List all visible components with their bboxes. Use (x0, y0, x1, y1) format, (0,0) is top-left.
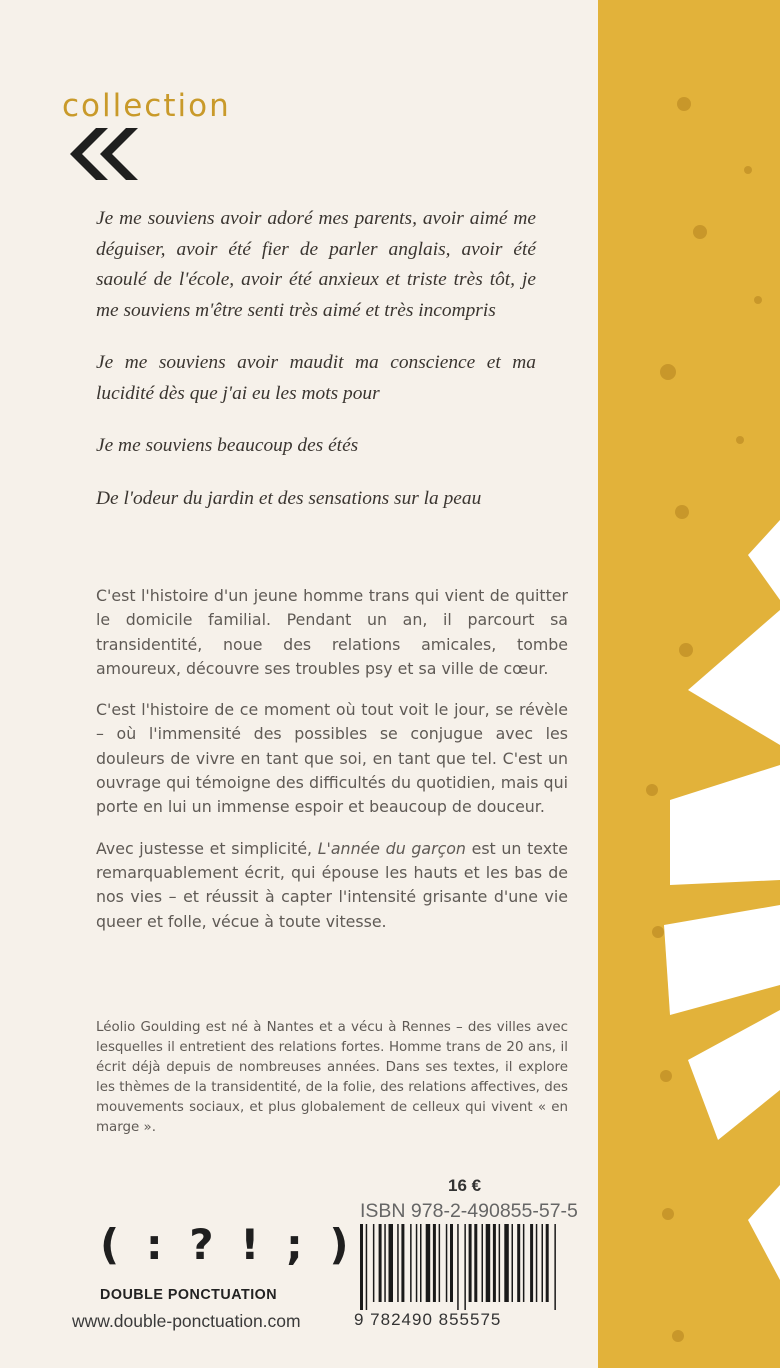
barcode-bar (523, 1224, 525, 1302)
barcode-bar (493, 1224, 496, 1302)
quote-paragraph: Je me souviens avoir maudit ma conscience et ma lucidité dès que j'ai eu les mots pour (96, 352, 536, 404)
synopsis-paragraph (96, 837, 568, 934)
price: 16 € (448, 1176, 482, 1195)
white-ray (664, 905, 780, 1015)
barcode-bar (536, 1224, 538, 1302)
barcode-bar (410, 1224, 412, 1302)
synopsis-text: est un texte remarquablement écrit, qui épouse les hauts et les bas de nos vies – et réussit à capter l'intensité grisante d'une vie queer et folle, vécue à toute vitesse. (96, 838, 568, 931)
white-ray (688, 610, 780, 745)
yellow-textured-band (598, 0, 780, 1368)
barcode-bar (433, 1224, 436, 1302)
barcode-bar (450, 1224, 453, 1302)
barcode-bar (373, 1224, 375, 1302)
author-bio: Léolio Goulding est né à Nantes et a vécu à Rennes – des villes avec lesquelles il entretient des relations fortes. Homme trans de 20 ans, il écrit déjà depuis de nombreuses années. Dans ses textes, il explore les thèmes de la transidentité, de la folie, des relations affectives, des mouvements sociaux, et plus globalement de celleux qui vivent « en marge ». (96, 1020, 568, 1135)
book-title: L'année du garçon (317, 838, 466, 858)
barcode-bar (464, 1224, 466, 1310)
publisher-url: www.double-ponctuation.com (72, 1311, 301, 1331)
barcode-bar (457, 1224, 459, 1310)
barcode-bar (397, 1224, 399, 1302)
barcode-bar (389, 1224, 394, 1302)
barcode-bar (439, 1224, 441, 1302)
synopsis-block (96, 584, 568, 951)
barcode-bar (504, 1224, 509, 1302)
white-ray (748, 520, 780, 600)
barcode-bar (512, 1224, 514, 1302)
double-chevron-left-icon (66, 128, 140, 185)
quote-paragraph: Je me souviens avoir adoré mes parents, avoir aimé me déguiser, avoir été fier de parler anglais, avoir été saoulé de l'école, avoir été anxieux et triste très tôt, je me souviens m'être senti très aimé et très incompris (96, 208, 536, 321)
sunburst-decoration (598, 0, 780, 1368)
synopsis-paragraph: C'est l'histoire de ce moment où tout voit le jour, se révèle – où l'immensité des possibles se conjugue avec les douleurs de vivre en tant que soi, en tant que tel. C'est un ouvrage qui témoigne des difficultés du quotidien, mais qui porte en lui un immense espoir et beaucoup de douceur. (96, 700, 568, 817)
barcode-digits: 9 782490 855575 (354, 1310, 502, 1329)
barcode-bar (469, 1224, 472, 1302)
barcode-bar (446, 1224, 448, 1302)
publisher-logo: ( : ? ! ; ) (100, 1220, 355, 1269)
barcode-bar (401, 1224, 404, 1302)
barcode-bar (499, 1224, 501, 1302)
barcode-bar (542, 1224, 544, 1302)
barcode-bar (426, 1224, 431, 1302)
white-ray (688, 1010, 780, 1140)
barcode-bar (384, 1224, 386, 1302)
synopsis-text: Avec justesse et simplicité, (96, 838, 318, 858)
quote-paragraph: Je me souviens beaucoup des étés (96, 435, 359, 456)
barcode-bar (482, 1224, 484, 1302)
barcode-bar (420, 1224, 422, 1302)
barcode-bar (517, 1224, 520, 1302)
barcode-bar (379, 1224, 382, 1302)
barcode-bar (486, 1224, 491, 1302)
quotes-block (96, 204, 536, 536)
barcode-bar (546, 1224, 549, 1302)
barcode-bar (474, 1224, 477, 1302)
synopsis-paragraph: C'est l'histoire d'un jeune homme trans qui vient de quitter le domicile familial. Pendant un an, il parcourt sa transidentité, noue des relations amicales, tombe amoureux, découvre ses troubles psy et sa ville de cœur. (96, 586, 568, 678)
barcode-bar (416, 1224, 418, 1302)
white-ray (748, 1185, 780, 1280)
barcode-bar (366, 1224, 368, 1310)
collection-label: collection (62, 88, 231, 124)
isbn: ISBN 978-2-490855-57-5 (360, 1200, 578, 1222)
white-ray (670, 765, 780, 885)
barcode-bar (360, 1224, 363, 1310)
quote-paragraph: De l'odeur du jardin et des sensations sur la peau (96, 487, 482, 509)
publisher-name: DOUBLE PONCTUATION (100, 1287, 278, 1303)
barcode (358, 1224, 570, 1310)
barcode-bar (554, 1224, 556, 1310)
barcode-bar (530, 1224, 533, 1302)
